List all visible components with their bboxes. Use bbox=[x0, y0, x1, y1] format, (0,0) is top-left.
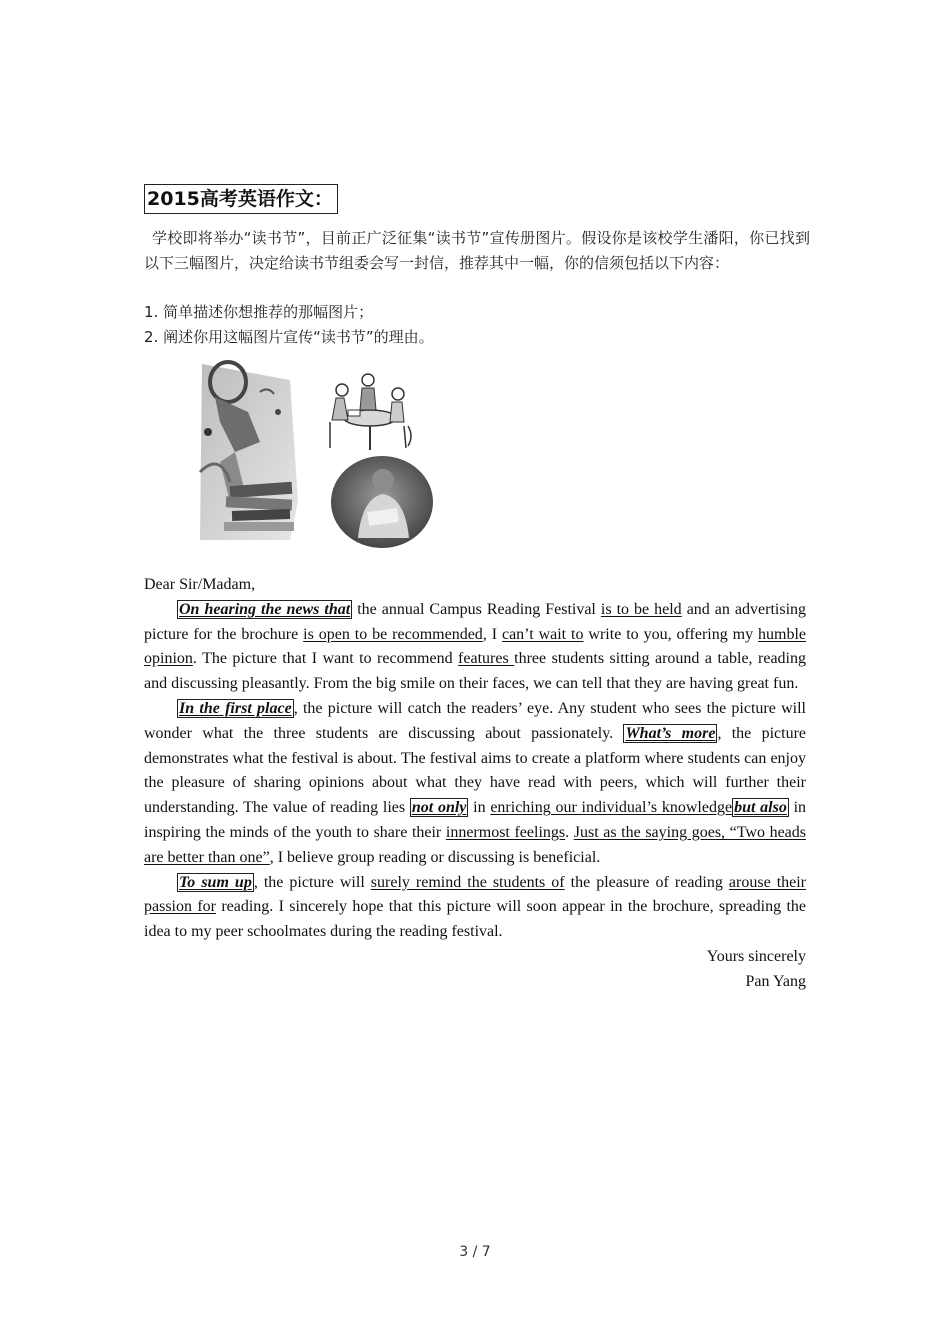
page-number: 3 / 7 bbox=[459, 1244, 491, 1260]
underlined-phrase: Just as the saying goes, “Two heads are better than one” bbox=[144, 823, 806, 866]
underlined-phrase: arouse their passion for bbox=[144, 873, 807, 916]
sample-letter bbox=[144, 573, 806, 995]
requirement-1: 1. 简单描述你想推荐的那幅图片； bbox=[144, 303, 374, 321]
picture-man-reading bbox=[331, 456, 433, 548]
underlined-phrase: is open to be recommended bbox=[303, 625, 483, 643]
letter-paragraph-3: To sum up , the picture will surely remind the students of the pleasure of reading arouse their passion for reading. I sincerely hope that this picture will soon appear in the brochure, spreading the idea to my peer schoolmates during the reading festival. bbox=[144, 873, 807, 941]
prompt-pictures bbox=[190, 352, 440, 552]
requirement-2: 2. 阐述你用这幅图片宣传“读书节”的理由。 bbox=[144, 328, 434, 346]
signature: Pan Yang bbox=[745, 972, 806, 990]
key-phrase: In the first place bbox=[179, 699, 292, 717]
key-phrase: On hearing the news that bbox=[179, 600, 351, 618]
task-description: 学校即将举办“读书节”，目前正广泛征集“读书节”宣传册图片。假设你是该校学生潘阳，你已找到以下三幅图片，决定给读书节组委会写一封信，推荐其中一幅，你的信须包括以下内容： bbox=[144, 229, 810, 272]
underlined-phrase: humble opinion bbox=[144, 625, 807, 668]
key-phrase: What’s more bbox=[625, 724, 716, 742]
salutation: Dear Sir/Madam, bbox=[144, 576, 256, 593]
underlined-phrase: can’t wait to bbox=[501, 625, 584, 643]
underlined-phrase: innermost feelings bbox=[445, 823, 566, 841]
underlined-phrase: is to be held bbox=[600, 600, 682, 618]
underlined-phrase: enriching our individual’s knowledge bbox=[490, 799, 733, 817]
letter-paragraph-2: In the first place , the picture will catch the readers’ eye. Any student who sees the picture will wonder what the three students are discussing about passionately. What’s more , the picture demonstrates what the festival is about. The festival aims to create a platform where students can enjoy the pleasure of sharing opinions about what they have read with peers, which will further their understanding. The value of reading lies not only in enriching our individual’s knowledge but also in inspiring the minds of the youth to share their innermost feelings. Just as the saying goes, “Two heads are better than one”, I believe group reading or discussing is beneficial. bbox=[144, 699, 807, 866]
picture-group-discussion bbox=[330, 374, 411, 450]
essay-heading: 2015高考英语作文： bbox=[144, 184, 338, 214]
underlined-phrase: features bbox=[458, 650, 515, 668]
key-phrase: To sum up bbox=[179, 873, 252, 891]
closing: Yours sincerely bbox=[706, 947, 806, 965]
key-phrase: not only bbox=[411, 799, 467, 817]
underlined-phrase: surely remind the students of bbox=[370, 873, 565, 891]
key-phrase: but also bbox=[734, 799, 787, 817]
picture-reading-alone bbox=[200, 362, 298, 540]
letter-paragraph-1: On hearing the news that the annual Campus Reading Festival is to be held and an advertising picture for the brochure is open to be recommended, I can’t wait to write to you, offering my humble opinion. The picture that I want to recommend features three students sitting around a table, reading and discussing pleasantly. From the big smile on their faces, we can tell that they are having great fun. bbox=[144, 600, 807, 693]
